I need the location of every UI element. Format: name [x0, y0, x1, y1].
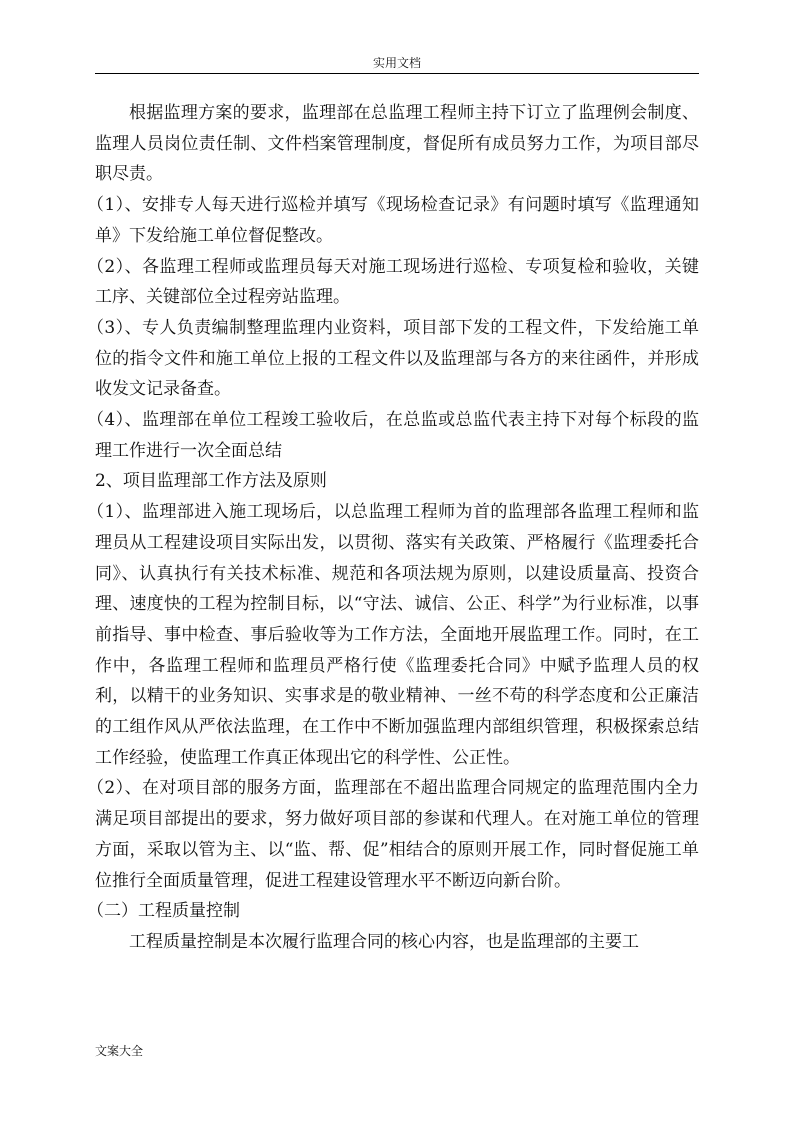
page-header: 实用文档 — [372, 56, 421, 70]
header-divider — [95, 73, 699, 74]
paragraph-quality: 工程质量控制是本次履行监理合同的核心内容，也是监理部的主要工 — [129, 931, 639, 952]
paragraph-method-1: （1）、监理部进入施工现场后，以总监理工程师为首的监理部各监理工程师和监理员从工程建设项目实际出发，以贯彻、落实有关政策、严格履行《监理委托合同》、认真执行有关技术标准、规范和各项法规为原则，以建设质量高、投资合理、速度快的工程为控制目标，以“守法、诚信、公正、科学”为行业标准，以事前指导、事中检查、事后验收等为工作方法，全面地开展监理工作。同时，在工作中，各监理工程师和监理员严格行使《监理委托合同》中赋予监理人员的权利，以精干的业务知识、实事求是的敬业精神、一丝不苟的科学态度和公正廉洁的工组作风从严依法监理，在工作中不断加强监理内部组织管理，积极探索总结工作经验，使监理工作真正体现出它的科学性、公正性。 — [87, 502, 699, 768]
paragraph-intro: 根据监理方案的要求，监理部在总监理工程师主持下订立了监理例会制度、监理人员岗位责任制、文件档案管理制度，督促所有成员努力工作，为项目部尽职尽责。 — [95, 103, 699, 185]
paragraph-item-3: （3）、专人负责编制整理监理内业资料，项目部下发的工程文件，下发给施工单位的指令文件和施工单位上报的工程文件以及监理部与各方的来往函件，并形成收发文记录备查。 — [87, 317, 699, 400]
paragraph-item-2: （2）、各监理工程师或监理员每天对施工现场进行巡检、专项复检和验收，关键工序、关键部位全过程旁站监理。 — [87, 256, 699, 308]
paragraph-item-4: （4）、监理部在单位工程竣工验收后，在总监或总监代表主持下对每个标段的监理工作进行一次全面总结 — [87, 410, 699, 461]
paragraph-item-1: （1）、安排专人每天进行巡检并填写《现场检查记录》有问题时填写《监理通知单》下发给施工单位督促整改。 — [87, 195, 699, 246]
paragraph-method-2: （2）、在对项目部的服务方面，监理部在不超出监理合同规定的监理范围内全力满足项目部提出的要求，努力做好项目部的参谋和代理人。在对施工单位的管理方面，采取以管为主、以“监、帮、促”相结合的原则开展工作，同时督促施工单位推行全面质量管理，促进工程建设管理水平不断迈向新台阶。 — [87, 778, 699, 891]
section-heading-methods: 2、项目监理部工作方法及原则 — [95, 471, 327, 492]
document-body — [87, 98, 699, 958]
section-heading-quality: （二）工程质量控制 — [87, 901, 240, 922]
page-footer: 文案大全 — [95, 1044, 144, 1058]
